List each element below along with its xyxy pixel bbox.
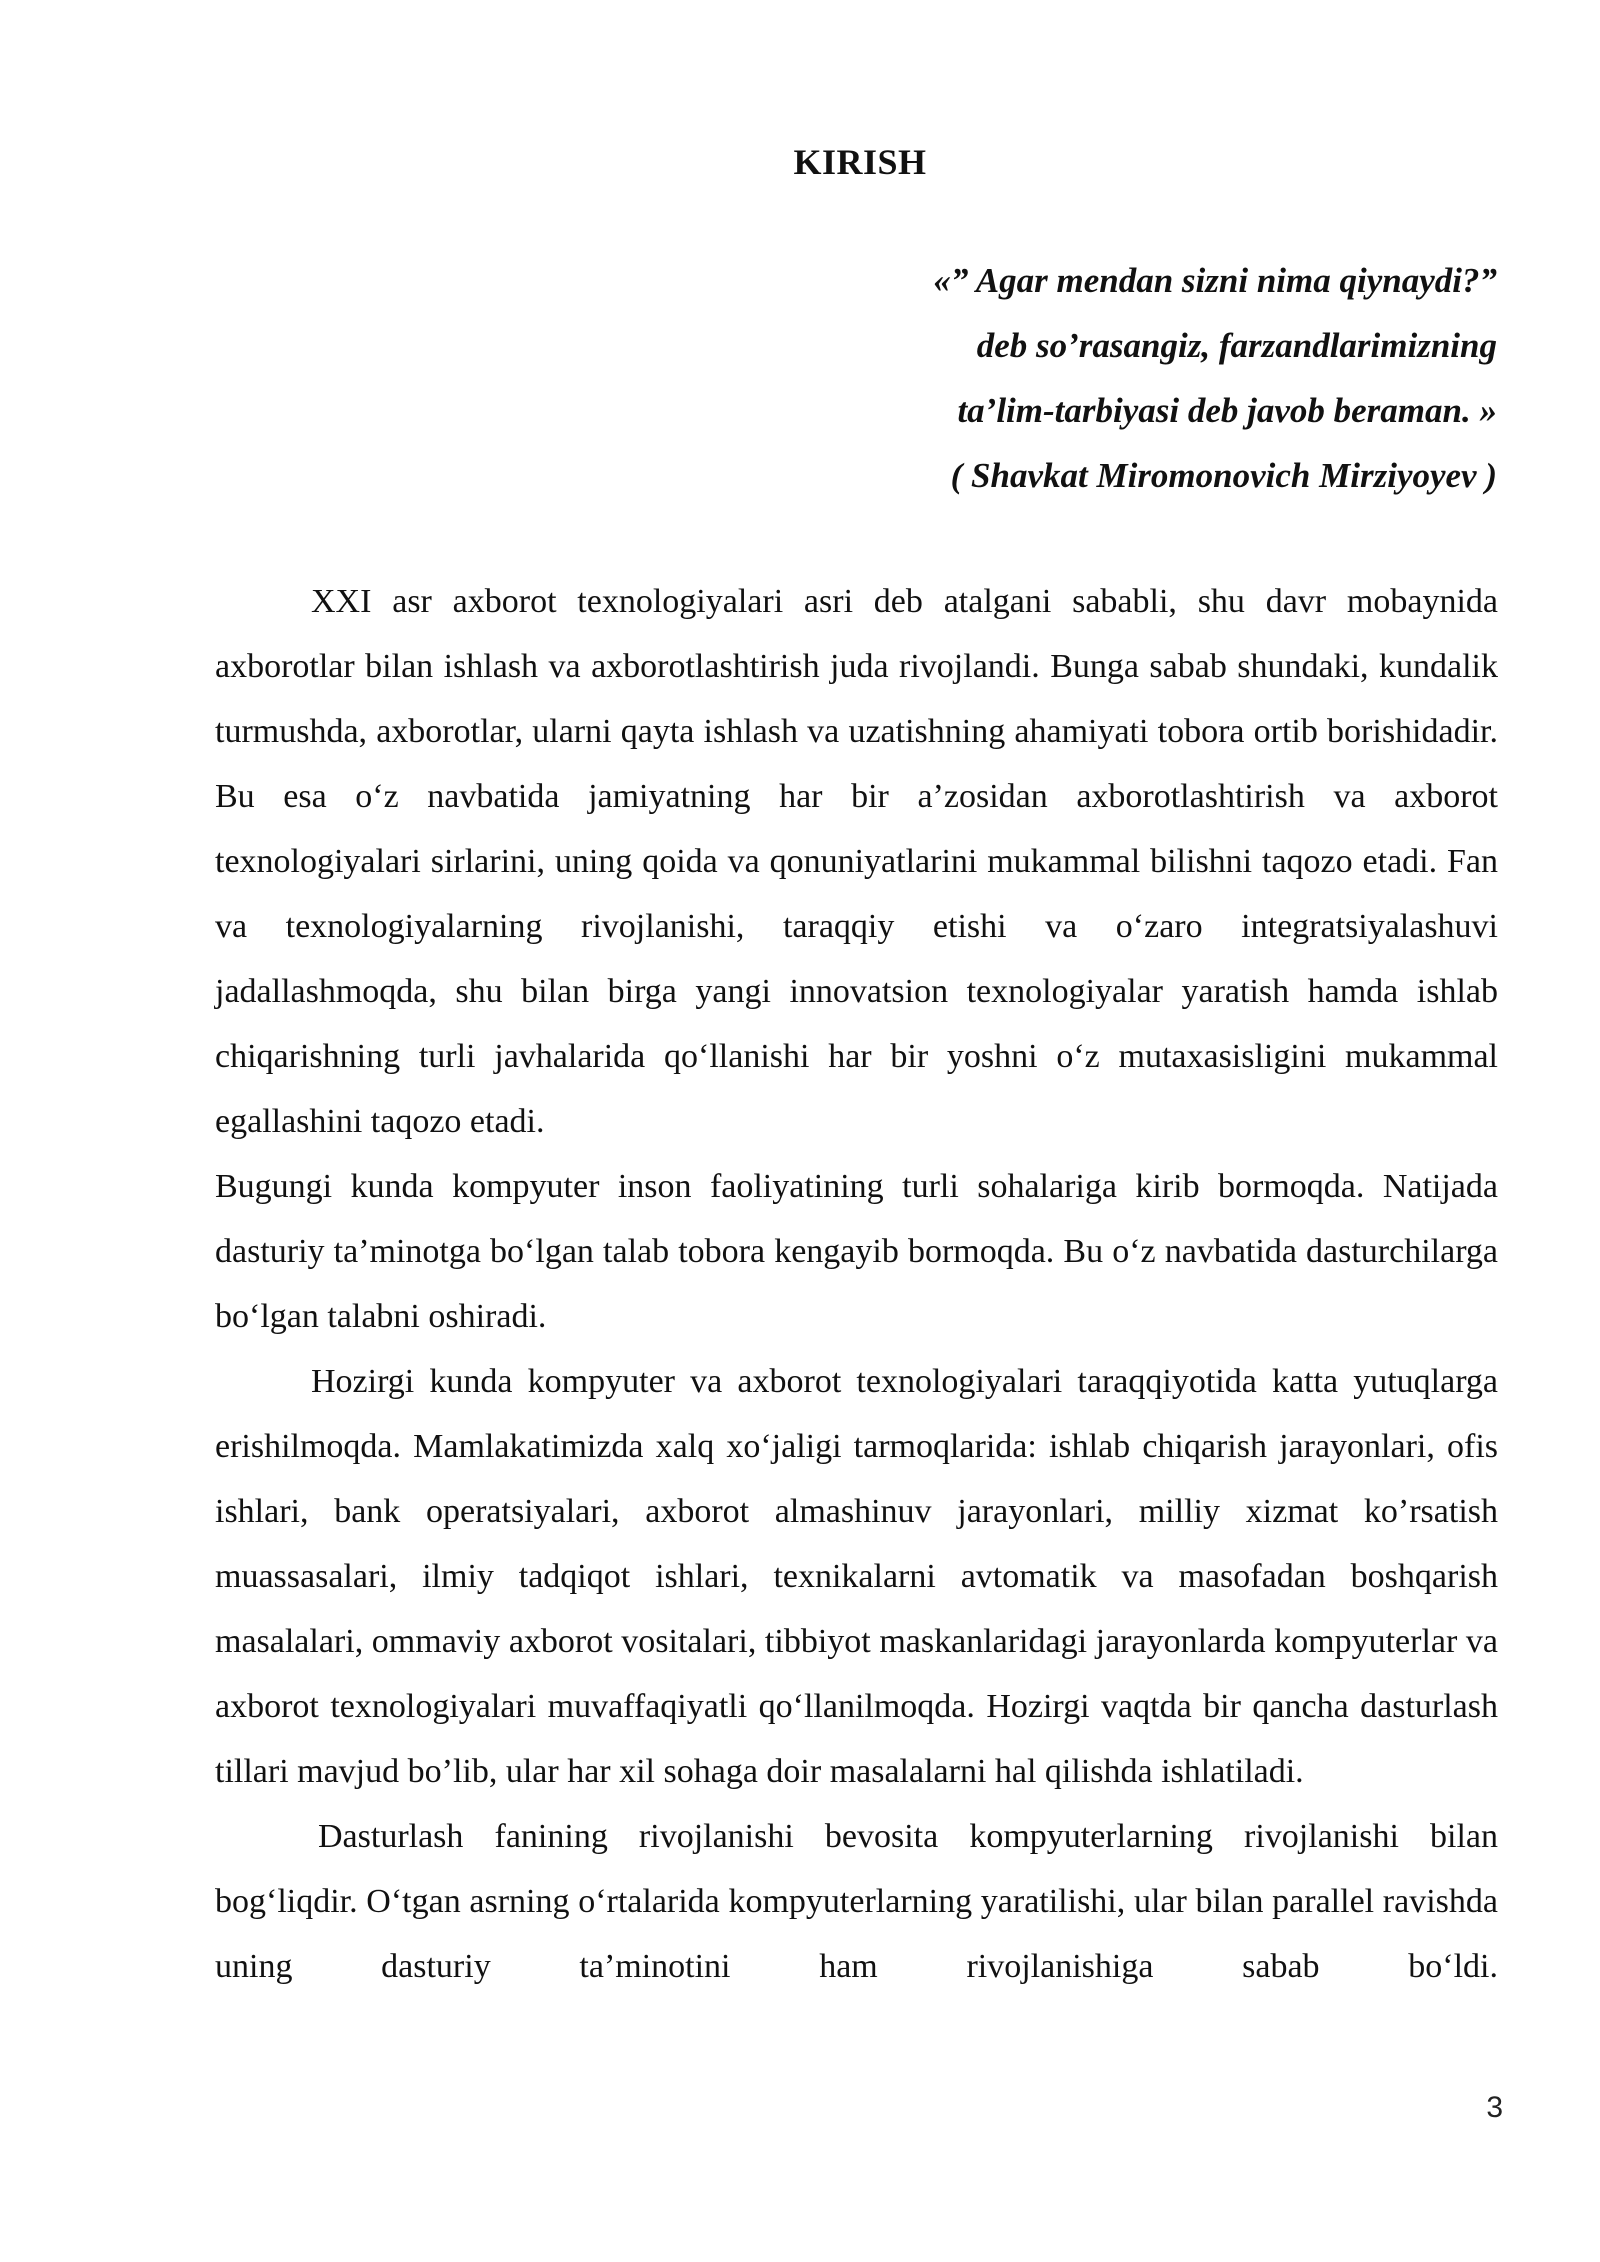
epigraph-quote xyxy=(597,248,1497,508)
paragraph: Hozirgi kunda kompyuter va axborot texnologiyalari taraqqiyotida katta yutuqlarga erishilmoqda. Mamlakatimizda xalq xo‘jaligi tarmoqlarida: ishlab chiqarish jarayonlari, ofis ishlari, bank operatsiyalari, axborot almashinuv jarayonlari, milliy xizmat ko’rsatish muassasalari, ilmiy tadqiqot ishlari, texnikalarni avtomatik va masofadan boshqarish masalalari, ommaviy axborot vositalari, tibbiyot maskanlaridagi jarayonlarda kompyuterlar va axborot texnologiyalari muvaffaqiyatli qo‘llanilmoqda. Hozirgi vaqtda bir qancha dasturlash tillari mavjud bo’lib, ular har xil sohaga doir masalalarni hal qilishda ishlatiladi. xyxy=(215,1363,1498,1790)
epigraph-line: deb so’rasangiz, farzandlarimizning xyxy=(976,326,1497,365)
paragraph: Dasturlash fanining rivojlanishi bevosita kompyuterlarning rivojlanishi bilan bog‘liqdir. O‘tgan asrning o‘rtalarida kompyuterlarning yaratilishi, ular bilan parallel ravishda uning dasturiy ta’minotini ham rivojlanishiga sabab bo‘ldi. xyxy=(215,1818,1498,1985)
page-number: 3 xyxy=(1486,2091,1503,2124)
epigraph-line: «” Agar mendan sizni nima qiynaydi?” xyxy=(933,261,1497,300)
epigraph-author: ( Shavkat Miromonovich Mirziyoyev ) xyxy=(950,456,1497,495)
paragraph: XXI asr axborot texnologiyalari asri deb atalgani sababli, shu davr mobaynida axborotlar bilan ishlash va axborotlashtirish juda rivojlandi. Bunga sabab shundaki, kundalik turmushda, axborotlar, ularni qayta ishlash va uzatishning ahamiyati tobora ortib borishidadir. Bu esa o‘z navbatida jamiyatning har bir a’zosidan axborotlashtirish va axborot texnologiyalari sirlarini, uning qoida va qonuniyatlarini mukammal bilishni taqozo etadi. Fan va texnologiyalarning rivojlanishi, taraqqiy etishi va o‘zaro integratsiyalashuvi jadallashmoqda, shu bilan birga yangi innovatsion texnologiyalar yaratish hamda ishlab chiqarishning turli javhalarida qo‘llanishi har bir yoshni o‘z mutaxasisligini mukammal egallashini taqozo etadi. xyxy=(215,583,1498,1140)
epigraph-line: ta’lim-tarbiyasi deb javob beraman. » xyxy=(957,391,1497,430)
page-title: KIRISH xyxy=(793,142,927,182)
body-text xyxy=(215,569,1498,1999)
paragraph: Bugungi kunda kompyuter inson faoliyatining turli sohalariga kirib bormoqda. Natijada dasturiy ta’minotga bo‘lgan talab tobora kengayib bormoqda. Bu o‘z navbatida dasturchilarga bo‘lgan talabni oshiradi. xyxy=(215,1168,1498,1335)
